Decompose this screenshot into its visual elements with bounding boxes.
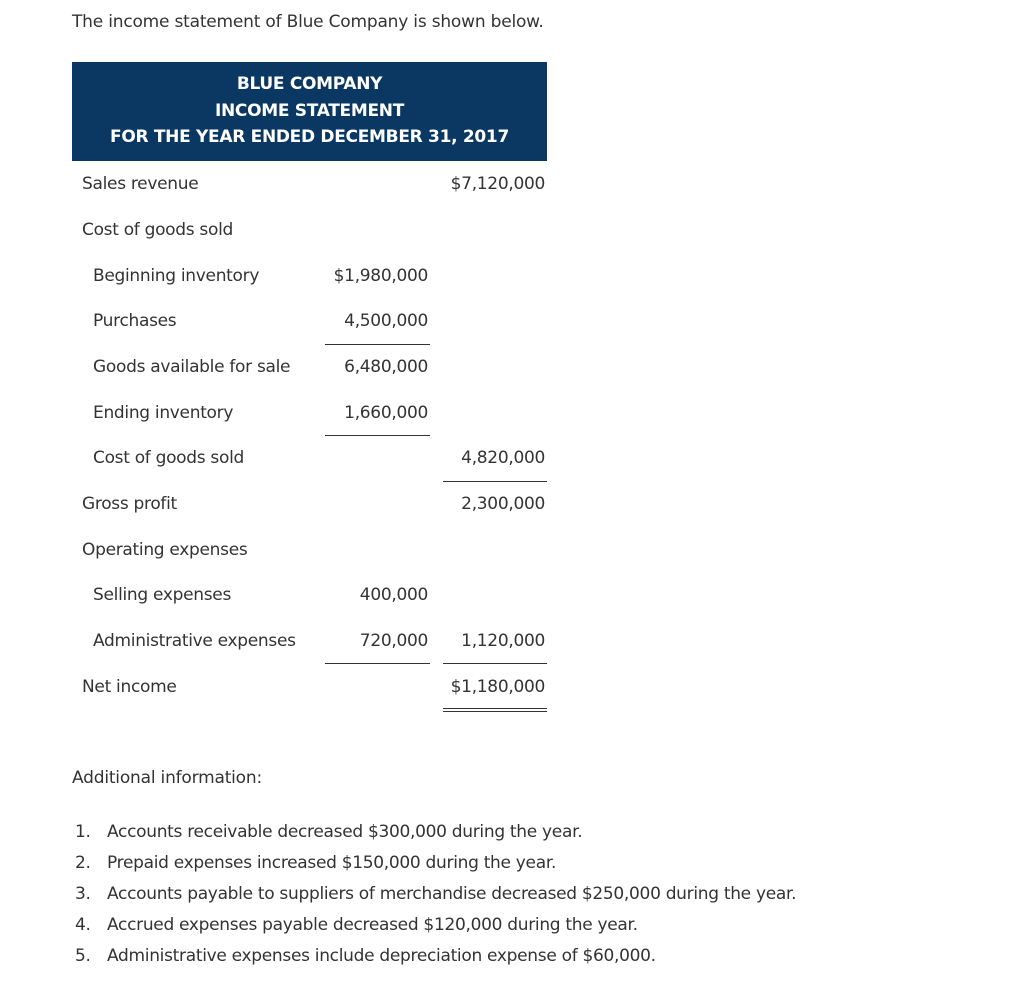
row-amount-sub: 4,500,000 (344, 311, 428, 331)
row-amount-sub: 400,000 (359, 585, 428, 605)
statement-period: FOR THE YEAR ENDED DECEMBER 31, 2017 (110, 127, 509, 147)
row-amount-total: 1,120,000 (461, 631, 545, 651)
underline (443, 481, 547, 482)
row-purchases (72, 307, 547, 335)
row-goods-available (72, 353, 547, 381)
list-text: Prepaid expenses increased $150,000 during the year. (107, 853, 557, 873)
list-number: 3. (75, 884, 91, 904)
list-text: Accounts receivable decreased $300,000 during the year. (107, 822, 583, 842)
row-sales-revenue (72, 170, 547, 198)
row-amount-total: 2,300,000 (461, 494, 545, 514)
row-amount-sub: 720,000 (359, 631, 428, 651)
row-label: Ending inventory (93, 403, 234, 423)
row-amount-sub: 6,480,000 (344, 357, 428, 377)
row-administrative-expenses (72, 627, 547, 655)
row-amount-sub: 1,660,000 (344, 403, 428, 423)
row-beginning-inventory (72, 262, 547, 290)
row-label: Purchases (93, 311, 177, 331)
intro-text: The income statement of Blue Company is shown below. (72, 12, 544, 32)
list-text: Accounts payable to suppliers of merchandise decreased $250,000 during the year. (107, 884, 797, 904)
row-amount-total: 4,820,000 (461, 448, 545, 468)
statement-header (72, 62, 547, 161)
row-label: Administrative expenses (93, 631, 296, 651)
row-operating-expenses-heading (72, 536, 547, 564)
list-number: 5. (75, 946, 91, 966)
additional-info-heading: Additional information: (72, 768, 262, 788)
row-label: Sales revenue (82, 174, 199, 194)
list-number: 1. (75, 822, 91, 842)
list-number: 2. (75, 853, 91, 873)
list-number: 4. (75, 915, 91, 935)
underline (325, 663, 430, 664)
row-amount-total: $7,120,000 (450, 174, 545, 194)
row-amount-sub: $1,980,000 (333, 266, 428, 286)
row-gross-profit (72, 490, 547, 518)
row-cost-of-goods-sold (72, 444, 547, 472)
row-label: Operating expenses (82, 540, 248, 560)
row-label: Net income (82, 677, 177, 697)
row-ending-inventory (72, 399, 547, 427)
row-amount-total: $1,180,000 (450, 677, 545, 697)
row-label: Cost of goods sold (93, 448, 245, 468)
row-label: Cost of goods sold (82, 220, 234, 240)
list-text: Administrative expenses include depreciation expense of $60,000. (107, 946, 656, 966)
row-net-income (72, 673, 547, 701)
row-label: Gross profit (82, 494, 177, 514)
statement-title: INCOME STATEMENT (214, 101, 405, 121)
row-label: Selling expenses (93, 585, 232, 605)
underline (325, 344, 430, 345)
company-name: BLUE COMPANY (236, 74, 383, 94)
underline (325, 435, 430, 436)
underline (443, 663, 547, 664)
row-label: Goods available for sale (93, 357, 291, 377)
double-underline (443, 708, 547, 712)
list-text: Accrued expenses payable decreased $120,000 during the year. (107, 915, 638, 935)
row-label: Beginning inventory (93, 266, 260, 286)
row-selling-expenses (72, 581, 547, 609)
row-cost-of-goods-sold-heading (72, 216, 547, 244)
